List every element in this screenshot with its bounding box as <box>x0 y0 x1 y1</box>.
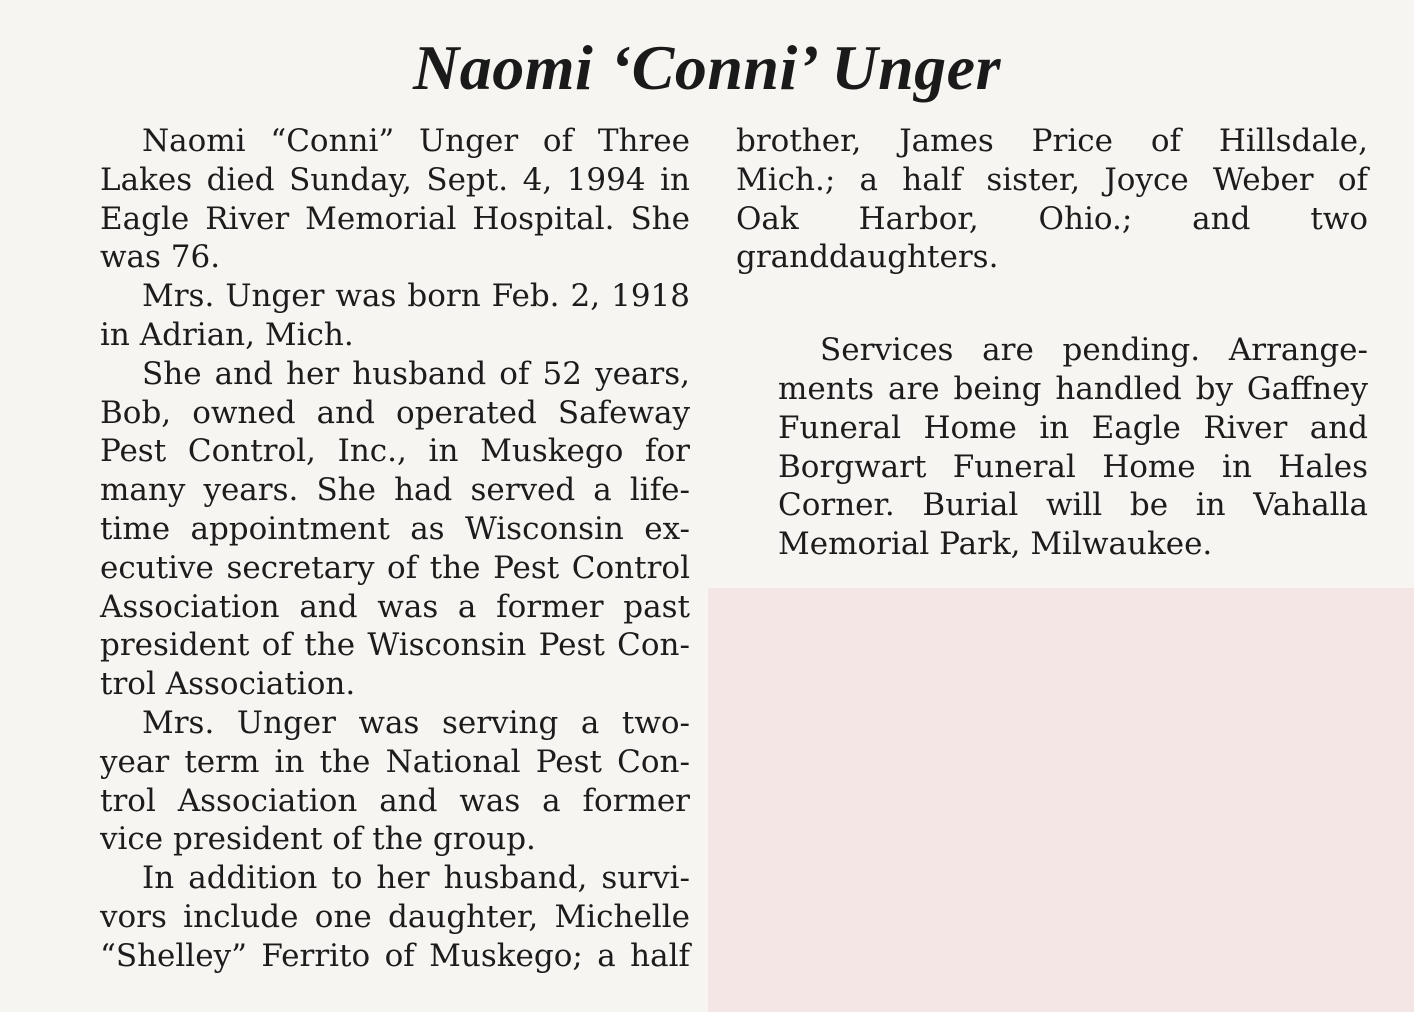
paragraph-survivors: In addition to her husband, survi- vors include one daughter, Michelle “Shelley” Ferrito of Muskego; a half <box>100 860 690 974</box>
paragraph-survivors-continued: brother, James Price of Hillsdale, Mich.; a half sister, Joyce Weber of Oak Harbor, Ohio.; and two granddaughters. <box>736 123 1368 276</box>
blank-area <box>708 588 1414 1012</box>
paragraph-birth: Mrs. Unger was born Feb. 2, 1918 in Adrian, Mich. <box>100 278 690 353</box>
obituary-headline: Naomi ‘Conni’ Unger <box>413 32 1001 103</box>
right-column <box>736 122 1368 564</box>
left-column <box>58 122 690 976</box>
paragraph-death-notice: Naomi “Conni” Unger of Three Lakes died Sunday, Sept. 4, 1994 in Eagle River Memorial Hospital. She was 76. <box>100 123 690 276</box>
paragraph-business: She and her husband of 52 years, Bob, owned and operated Safeway Pest Control, Inc., in Muskego for many years. She had served a life- time appointment as Wisconsin ex- ecutive secretary of the Pest Control Association and was a former past president of the Wisconsin Pest Con- trol Association. <box>100 355 690 703</box>
paragraph-services: Services are pending. Arrange- ments are being handled by Gaffney Funeral Home in Eagle River and Borgwart Funeral Home in Hales Corner. Burial will be in Vahalla Memorial Park, Milwaukee. <box>778 332 1368 563</box>
paragraph-national-association: Mrs. Unger was serving a two- year term in the National Pest Con- trol Association and was a former vice president of the group. <box>100 704 690 858</box>
